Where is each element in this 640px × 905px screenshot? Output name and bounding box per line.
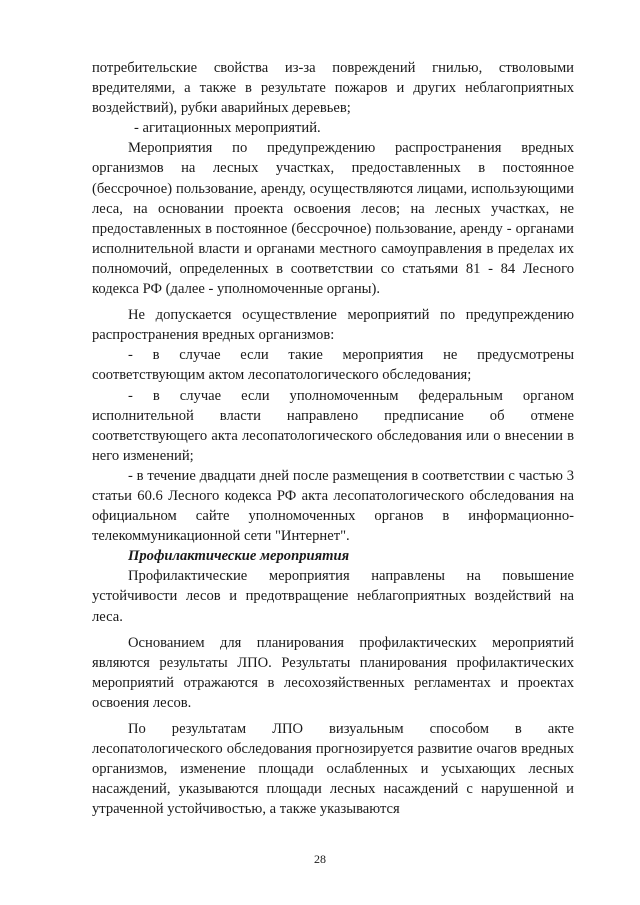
- page-number: 28: [314, 852, 326, 866]
- paragraph-continuation: потребительские свойства из-за повреждений гнилью, стволовыми вредителями, а также в результате пожаров и других неблагоприятных воздействий), рубки аварийных деревьев;: [92, 60, 574, 117]
- paragraph-planning-basis: Основанием для планирования профилактических мероприятий являются результаты ЛПО. Результаты планирования профилактических мероприятий отражаются в лесохозяйственных регламентах и проектах освоения лесов.: [92, 634, 574, 711]
- paragraph-lpo-results: По результатам ЛПО визуальным способом в акте лесопатологического обследования прогнозируется развитие очагов вредных организмов, изменение площади ослабленных и усыхающих лесных насаждений, указываются площади лесных насаждений с нарушенной и утраченной устойчивостью, а также указываются: [92, 721, 574, 818]
- document-body: [92, 58, 574, 819]
- paragraph-preventive-aim: Профилактические мероприятия направлены на повышение устойчивости лесов и предотвращение неблагоприятных воздействий на леса.: [92, 568, 574, 625]
- paragraph-not-allowed: Не допускается осуществление мероприятий по предупреждению распространения вредных организмов:: [92, 307, 574, 344]
- paragraph-prevention-measures: Мероприятия по предупреждению распространения вредных организмов на лесных участках, предоставленных в постоянное (бессрочное) пользование, аренду, осуществляются лицами, использующими леса, на основании проекта освоения лесов; на лесных участках, не предоставленных в постоянное (бессрочное) пользование, аренду - органами исполнительной власти и органами местного самоуправления в пределах их полномочий, определенных в соответствии со статьями 81 - 84 Лесного кодекса РФ (далее - уполномоченные органы).: [92, 140, 574, 298]
- list-item-twenty-days: - в течение двадцати дней после размещения в соответствии с частью 3 статьи 60.6 Лесного кодекса РФ акта лесопатологического обследования на официальном сайте уполномоченных органов в информационно-телекоммуникационной сети "Интернет".: [92, 467, 574, 545]
- list-item-agitation: - агитационных мероприятий.: [134, 120, 321, 137]
- list-item-not-provided: - в случае если такие мероприятия не предусмотрены соответствующим актом лесопатологического обследования;: [92, 347, 574, 384]
- section-heading: Профилактические мероприятия: [128, 548, 350, 565]
- list-item-prescription: - в случае если уполномоченным федеральным органом исполнительной власти направлено предписание об отмене соответствующего акта лесопатологического обследования или о внесении в него изменений;: [92, 387, 574, 464]
